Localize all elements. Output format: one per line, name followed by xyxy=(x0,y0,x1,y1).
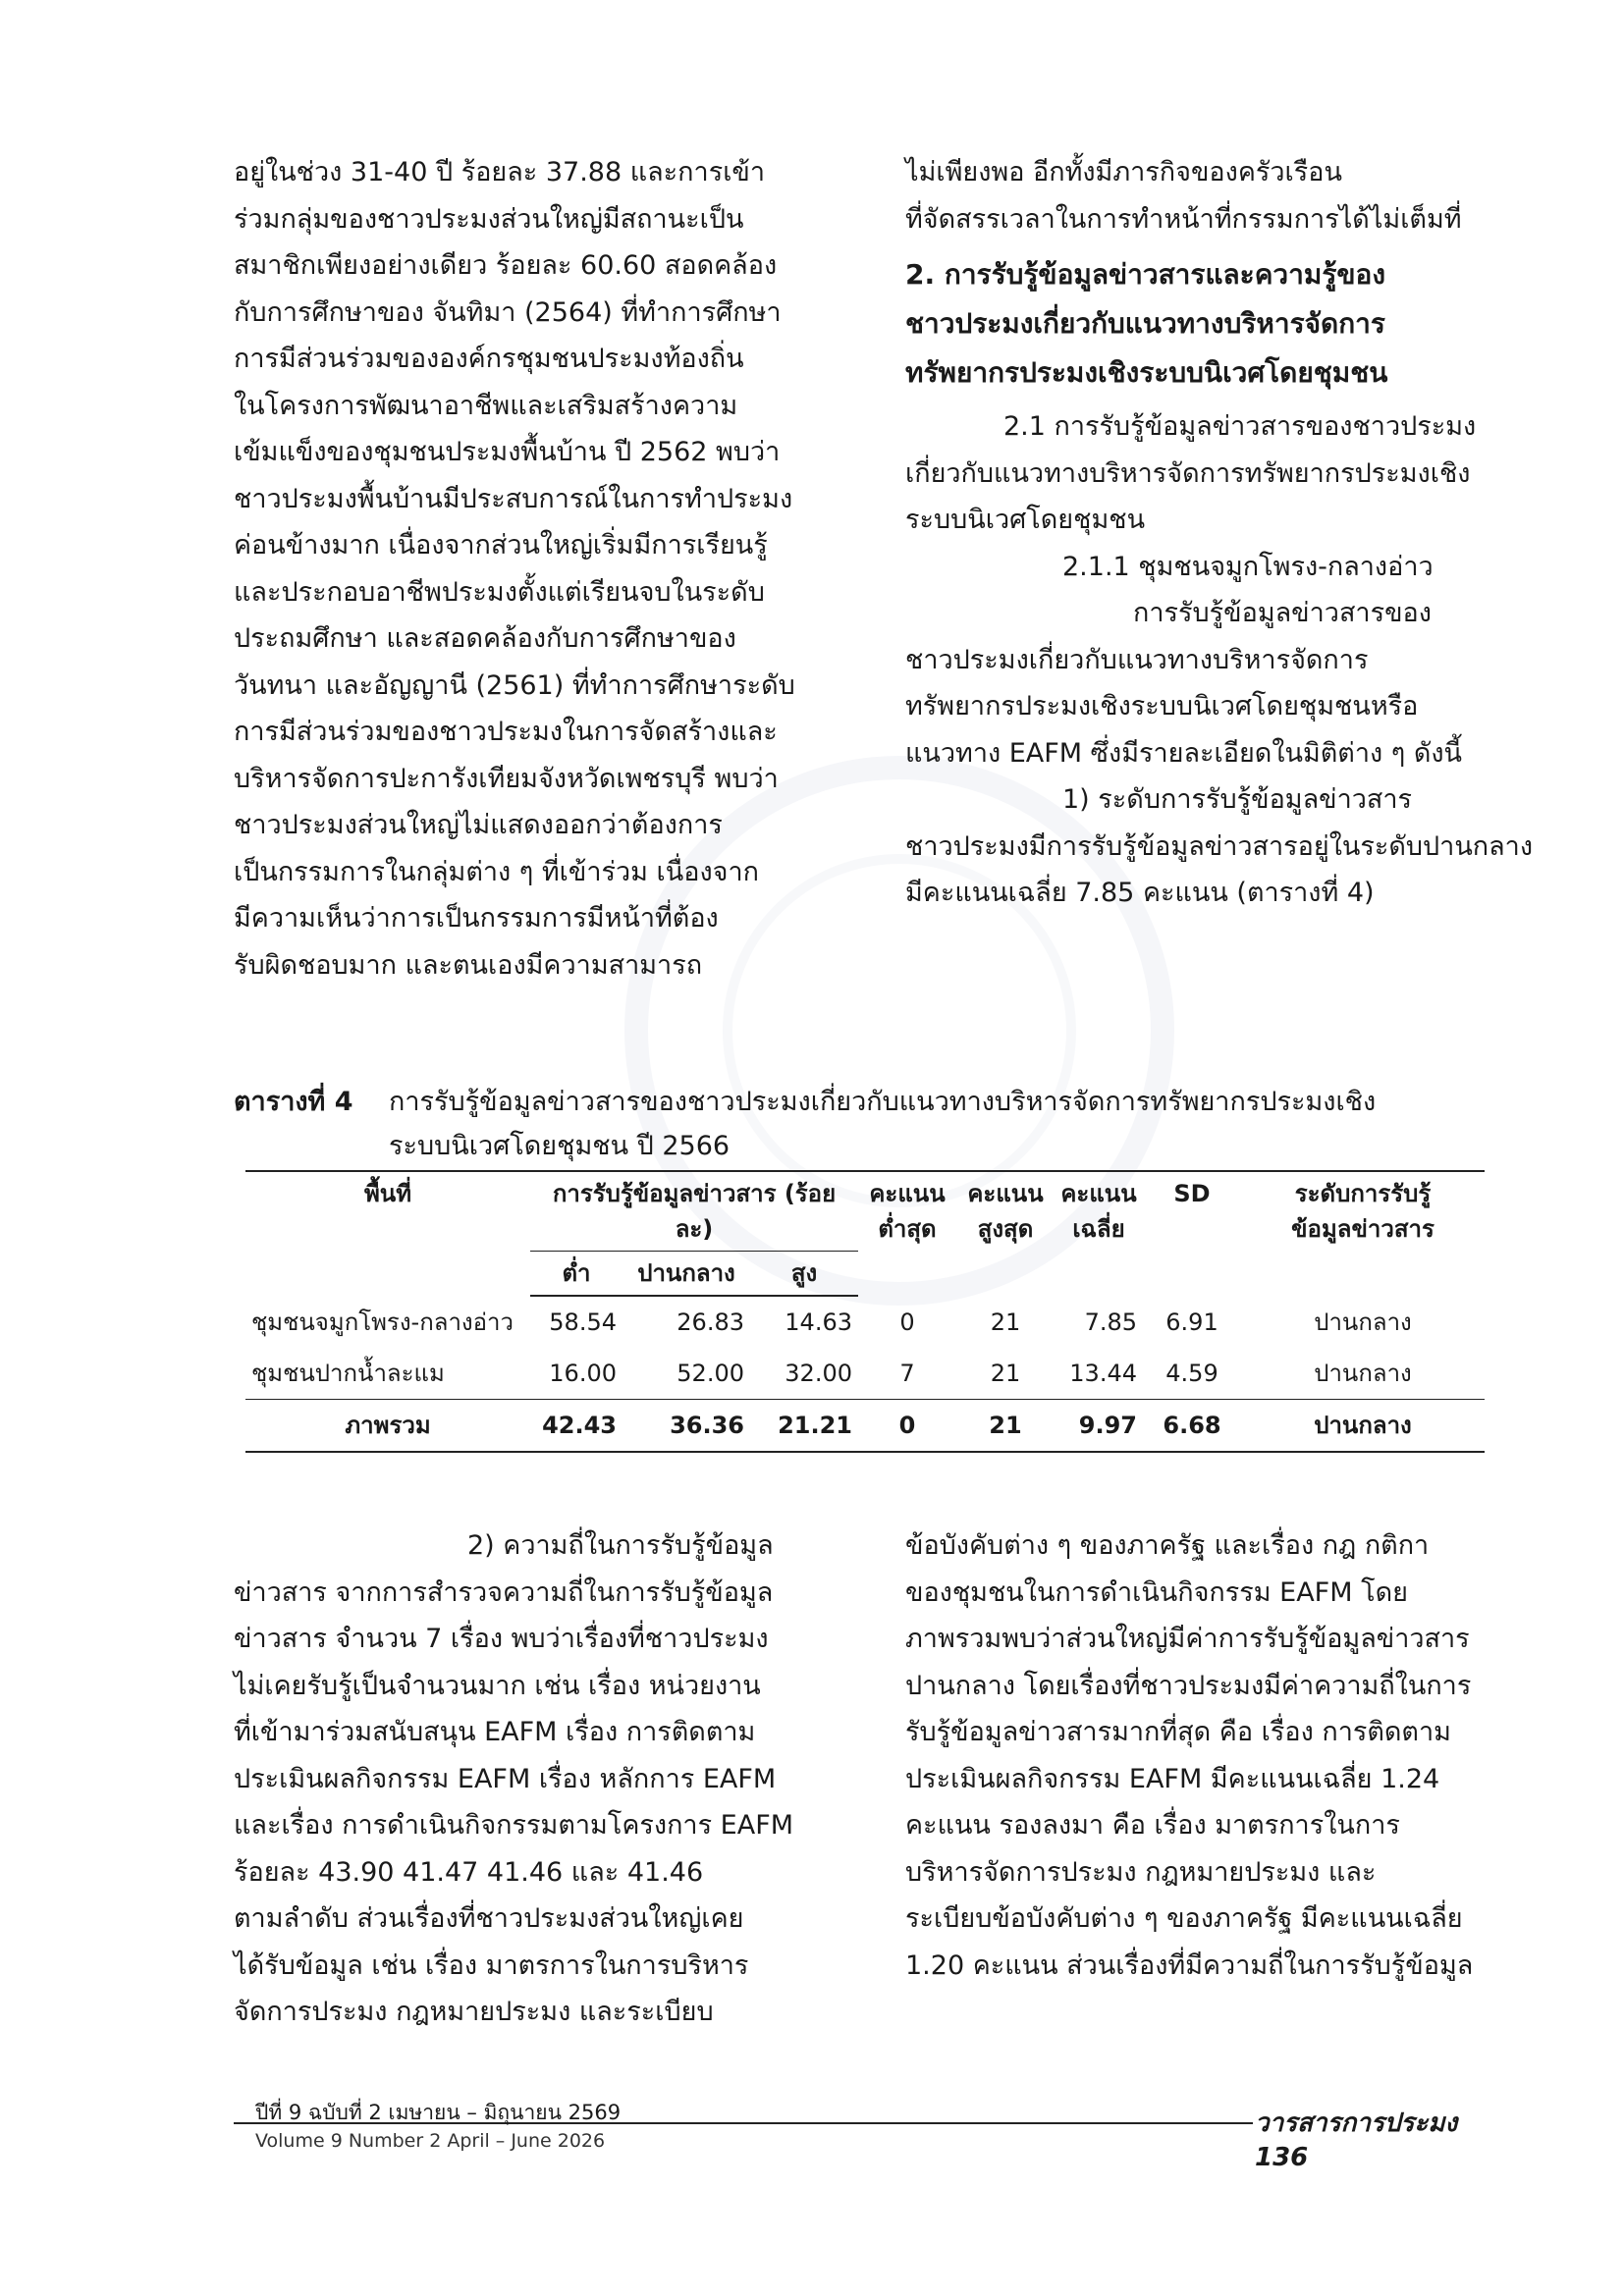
cell-sd: 6.91 xyxy=(1165,1308,1218,1336)
footer-issue-thai: ปีที่ 9 ฉบับที่ 2 เมษายน – มิถุนายน 2569 xyxy=(255,2101,622,2124)
paragraph-line: ที่จัดสรรเวลาในการทำหน้าที่กรรมการได้ไม่เต็มที่ xyxy=(905,203,1462,235)
cell-high: 14.63 xyxy=(785,1308,852,1336)
footer-journal-page: วารสารการประมง 136 xyxy=(1255,2109,1458,2172)
paragraph-line: ข่าวสาร จำนวน 7 เรื่อง พบว่าเรื่องที่ชาวประมง xyxy=(234,1624,769,1654)
paragraph-line: ไม่เคยรับรู้เป็นจำนวนมาก เช่น เรื่อง หน่วยงาน xyxy=(234,1670,761,1701)
paragraph-line: รับผิดชอบมาก และตนเองมีความสามารถ xyxy=(234,949,703,981)
cell-mid: 36.36 xyxy=(623,1400,750,1453)
header-level: ระดับการรับรู้ ข้อมูลข่าวสาร xyxy=(1241,1171,1485,1296)
cell-area: ชุมชนจมูกโพรง-กลางอ่าว xyxy=(251,1308,514,1336)
paragraph-line: ที่เข้ามาร่วมสนับสนุน EAFM เรื่อง การติดตาม xyxy=(234,1717,756,1747)
cell-level: ปานกลาง xyxy=(1241,1400,1485,1453)
header-sd: SD xyxy=(1143,1171,1241,1296)
subsection-title: 2.1 การรับรู้ข้อมูลข่าวสารของชาวประมง xyxy=(1003,411,1477,442)
paragraph-line: การรับรู้ข้อมูลข่าวสารของ xyxy=(1133,598,1432,628)
paragraph-line: ทรัพยากรประมงเชิงระบบนิเวศโดยชุมชนหรือ xyxy=(905,691,1419,721)
item-title: 1) ระดับการรับรู้ข้อมูลข่าวสาร xyxy=(1062,784,1413,815)
section-heading: ชาวประมงเกี่ยวกับแนวทางบริหารจัดการ xyxy=(905,307,1385,340)
header-area: พื้นที่ xyxy=(245,1171,530,1296)
paragraph-line: ข้อบังคับต่าง ๆ ของภาครัฐ และเรื่อง กฎ กติกา xyxy=(905,1530,1430,1561)
cell-low: 42.43 xyxy=(530,1400,623,1453)
cell-high: 32.00 xyxy=(785,1360,852,1387)
paragraph-line: ประเมินผลกิจกรรม EAFM มีคะแนนเฉลี่ย 1.24 xyxy=(905,1763,1440,1794)
paragraph-line: เป็นกรรมการในกลุ่มต่าง ๆ ที่เข้าร่วม เนื่องจาก xyxy=(234,856,759,887)
cell-avg: 13.44 xyxy=(1069,1360,1137,1387)
cell-sd: 6.68 xyxy=(1143,1400,1241,1453)
left-column-bottom xyxy=(234,1522,811,2036)
cell-min: 0 xyxy=(899,1308,915,1336)
header-mid: ปานกลาง xyxy=(623,1252,750,1297)
paragraph-line: ค่อนข้างมาก เนื่องจากส่วนใหญ่เริ่มมีการเรียนรู้ xyxy=(234,530,768,561)
paragraph-line: วันทนา และอัญญานี (2561) ที่ทำการศึกษาระดับ xyxy=(234,669,795,701)
paragraph-line: มีความเห็นว่าการเป็นกรรมการมีหน้าที่ต้อง xyxy=(234,903,719,934)
paragraph-line: อยู่ในช่วง 31-40 ปี ร้อยละ 37.88 และการเข้า xyxy=(234,157,766,187)
table-row xyxy=(245,1296,1485,1348)
cell-level: ปานกลาง xyxy=(1314,1360,1412,1387)
paragraph-line: ระบบนิเวศโดยชุมชน xyxy=(905,505,1146,535)
paragraph-line: ได้รับข้อมูล เช่น เรื่อง มาตรการในการบริหาร xyxy=(234,1949,749,1981)
paragraph-line: ในโครงการพัฒนาอาชีพและเสริมสร้างความ xyxy=(234,390,738,421)
paragraph-line: ภาพรวมพบว่าส่วนใหญ่มีค่าการรับรู้ข้อมูลข่าวสาร xyxy=(905,1624,1470,1654)
table-caption-label: ตารางที่ 4 xyxy=(234,1087,353,1117)
paragraph-line: เกี่ยวกับแนวทางบริหารจัดการทรัพยากรประมงเชิง xyxy=(905,457,1471,489)
cell-min: 7 xyxy=(899,1360,915,1387)
paragraph-line: สมาชิกเพียงอย่างเดียว ร้อยละ 60.60 สอดคล้อง xyxy=(234,250,778,281)
paragraph-line: การมีส่วนร่วมขององค์กรชุมชนประมงท้องถิ่น xyxy=(234,344,744,374)
cell-area: ชุมชนปากน้ำละแม xyxy=(251,1360,445,1387)
cell-low: 58.54 xyxy=(549,1308,617,1336)
paragraph-line: ประถมศึกษา และสอดคล้องกับการศึกษาของ xyxy=(234,623,736,654)
cell-level: ปานกลาง xyxy=(1314,1308,1412,1336)
cell-low: 16.00 xyxy=(549,1360,617,1387)
paragraph-line: ประเมินผลกิจกรรม EAFM เรื่อง หลักการ EAFM xyxy=(234,1763,777,1794)
cell-high: 21.21 xyxy=(750,1400,858,1453)
table-total-row xyxy=(245,1400,1485,1453)
paragraph-line: ชาวประมงพื้นบ้านมีประสบการณ์ในการทำประมง xyxy=(234,483,793,514)
paragraph-line: และประกอบอาชีพประมงตั้งแต่เรียนจบในระดับ xyxy=(234,576,765,608)
cell-max: 21 xyxy=(990,1360,1021,1387)
paragraph-line: ร่วมกลุ่มของชาวประมงส่วนใหญ่มีสถานะเป็น xyxy=(234,203,744,235)
cell-sd: 4.59 xyxy=(1165,1360,1218,1387)
paragraph-line: ข่าวสาร จากการสำรวจความถี่ในการรับรู้ข้อมูล xyxy=(234,1576,774,1608)
paragraph-line: ระเบียบข้อบังคับต่าง ๆ ของภาครัฐ มีคะแนนเฉลี่ย xyxy=(905,1903,1463,1934)
paragraph-line: บริหารจัดการประมง กฎหมายประมง และ xyxy=(905,1856,1377,1888)
paragraph-line: กับการศึกษาของ จันทิมา (2564) ที่ทำการศึกษา xyxy=(234,296,782,328)
cell-avg: 7.85 xyxy=(1084,1308,1137,1336)
paragraph-line: 1.20 คะแนน ส่วนเรื่องที่มีความถี่ในการรับรู้ข้อมูล xyxy=(905,1949,1474,1981)
paragraph-line: คะแนน รองลงมา คือ เรื่อง มาตรการในการ xyxy=(905,1810,1400,1841)
header-group: การรับรู้ข้อมูลข่าวสาร (ร้อยละ) xyxy=(530,1171,858,1252)
footer-issue-english: Volume 9 Number 2 April – June 2026 xyxy=(255,2130,606,2152)
cell-avg: 9.97 xyxy=(1055,1400,1143,1453)
paragraph-line: ปานกลาง โดยเรื่องที่ชาวประมงมีค่าความถี่ในการ xyxy=(905,1670,1472,1701)
header-avg: คะแนน เฉลี่ย xyxy=(1055,1171,1143,1296)
paragraph-line: การมีส่วนร่วมของชาวประมงในการจัดสร้างและ xyxy=(234,717,778,747)
paragraph-line: แนวทาง EAFM ซึ่งมีรายละเอียดในมิติต่าง ๆ ดังนี้ xyxy=(905,737,1463,769)
paragraph-line: ตามลำดับ ส่วนเรื่องที่ชาวประมงส่วนใหญ่เคย xyxy=(234,1903,744,1934)
cell-max: 21 xyxy=(990,1308,1021,1336)
section-heading: 2. การรับรู้ข้อมูลข่าวสารและความรู้ของ xyxy=(905,258,1385,291)
paragraph-line: บริหารจัดการปะการังเทียมจังหวัดเพชรบุรี พบว่า xyxy=(234,763,779,794)
table-caption xyxy=(234,1080,1490,1168)
data-table xyxy=(245,1170,1485,1453)
paragraph-line: ของชุมชนในการดำเนินกิจกรรม EAFM โดย xyxy=(905,1576,1408,1608)
table-row xyxy=(245,1348,1485,1400)
paragraph-line: ร้อยละ 43.90 41.47 41.46 และ 41.46 xyxy=(234,1856,704,1888)
paragraph-line: มีคะแนนเฉลี่ย 7.85 คะแนน (ตารางที่ 4) xyxy=(905,878,1375,908)
cell-max: 21 xyxy=(956,1400,1055,1453)
right-column-bottom xyxy=(905,1522,1485,1989)
paragraph-line: และเรื่อง การดำเนินกิจกรรมตามโครงการ EAFM xyxy=(234,1810,794,1841)
header-high: สูง xyxy=(750,1252,858,1297)
paragraph-line: ชาวประมงมีการรับรู้ข้อมูลข่าวสารอยู่ในระดับปานกลาง xyxy=(905,830,1534,862)
paragraph-line: ชาวประมงเกี่ยวกับแนวทางบริหารจัดการ xyxy=(905,644,1369,675)
right-column-top xyxy=(905,149,1534,917)
paragraph-line: จัดการประมง กฎหมายประมง และระเบียบ xyxy=(234,1997,714,2027)
paragraph-line: รับรู้ข้อมูลข่าวสารมากที่สุด คือ เรื่อง การติดตาม xyxy=(905,1717,1451,1747)
cell-mid: 26.83 xyxy=(677,1308,744,1336)
cell-mid: 52.00 xyxy=(677,1360,744,1387)
section-heading: ทรัพยากรประมงเชิงระบบนิเวศโดยชุมชน xyxy=(905,356,1388,389)
paragraph-line: เข้มแข็งของชุมชนประมงพื้นบ้าน ปี 2562 พบว่า xyxy=(234,437,781,467)
cell-min: 0 xyxy=(858,1400,956,1453)
page-footer xyxy=(234,2093,1510,2172)
table-caption-text: การรับรู้ข้อมูลข่าวสารของชาวประมงเกี่ยวกับแนวทางบริหารจัดการทรัพยากรประมงเชิง xyxy=(389,1087,1377,1117)
paragraph-line: ไม่เพียงพอ อีกทั้งมีภารกิจของครัวเรือน xyxy=(905,157,1342,187)
header-min: คะแนน ต่ำสุด xyxy=(858,1171,956,1296)
header-max: คะแนน สูงสุด xyxy=(956,1171,1055,1296)
header-low: ต่ำ xyxy=(530,1252,623,1297)
paragraph-line: ชาวประมงส่วนใหญ่ไม่แสดงออกว่าต้องการ xyxy=(234,810,723,840)
item-title: 2) ความถี่ในการรับรู้ข้อมูล xyxy=(467,1530,774,1561)
cell-area: ภาพรวม xyxy=(245,1400,530,1453)
left-column-top xyxy=(234,149,811,988)
table-caption-text: ระบบนิเวศโดยชุมชน ปี 2566 xyxy=(389,1131,731,1161)
subsubsection-title: 2.1.1 ชุมชนจมูกโพรง-กลางอ่าว xyxy=(1062,551,1434,582)
